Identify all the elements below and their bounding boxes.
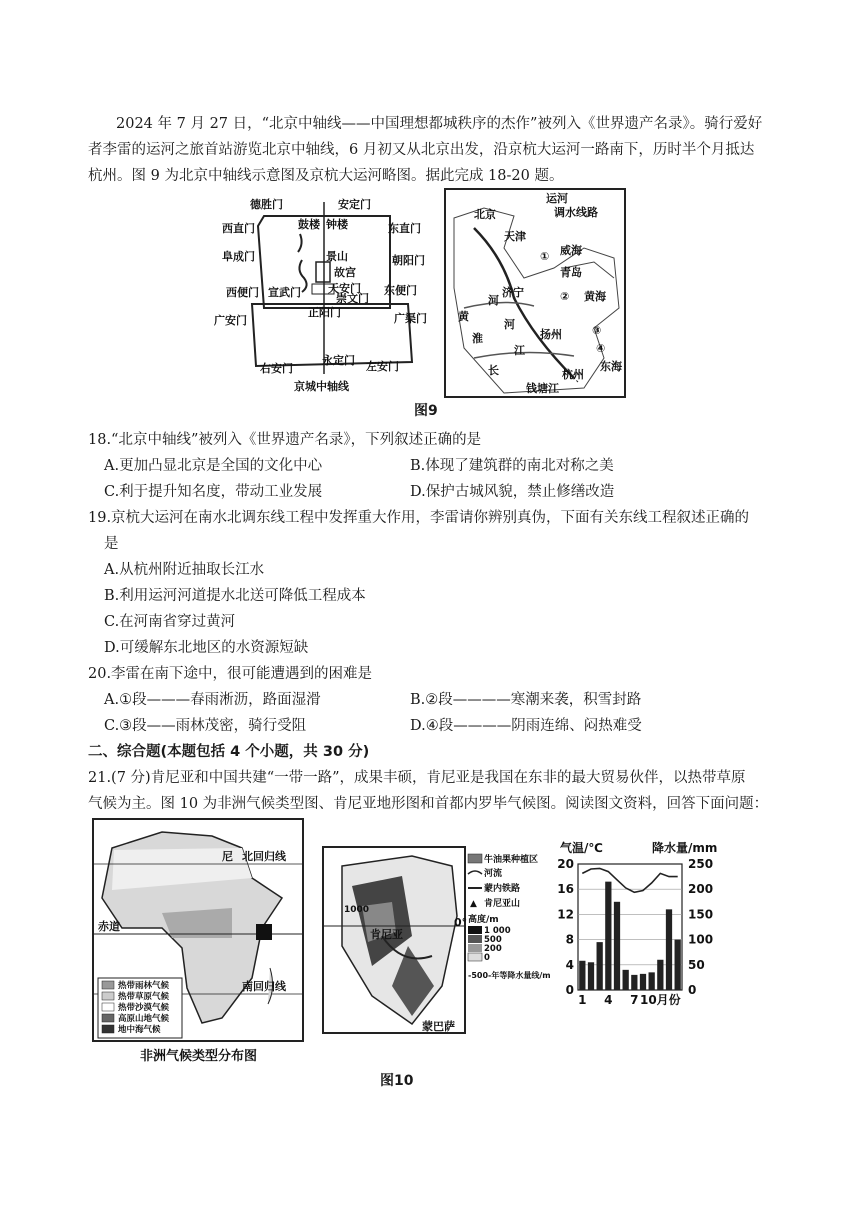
site-jingshan: 景山 [326,250,348,263]
gate-xizhimen: 西直门 [222,222,255,235]
intro-line-1: 2024 年 7 月 27 日，“北京中轴线——中国理想都城秩序的杰作”被列入《世界遗产名录》。骑行爱好 [116,116,763,132]
place-weihai: 威海 [560,244,582,257]
q19-stem: 19.京杭大运河在南水北调东线工程中发挥重大作用，李雷请你辨别真伪，下面有关东线工程叙述正确的 [88,510,750,526]
site-gugong: 故宫 [334,266,356,279]
y-right-tick-label: 50 [688,957,705,972]
q20-option-b: B.②段————寒潮来袭，积雪封路 [410,692,642,708]
kenya-legend-mountain: 肯尼亚山 [484,899,521,909]
river-huang: 黄 [458,310,469,323]
river-he-1: 河 [488,294,499,307]
precip-bar [666,909,672,990]
sea-huanghai: 黄海 [584,290,606,303]
precip-bar [614,902,620,990]
place-hangzhou: 杭州 [562,368,584,381]
kenya-elev-2: 500 [484,935,502,945]
marker-2: ② [560,290,570,303]
precip-bar [623,970,629,990]
place-jining: 济宁 [502,286,524,299]
river-jiang: 江 [514,344,525,357]
grand-canal-map [444,188,626,398]
section-2-heading: 二、综合题(本题包括 4 个小题，共 30 分) [88,744,370,760]
kenya-contour: 1000 [344,905,370,915]
gate-chaoyangmen: 朝阳门 [392,254,425,267]
gate-guanganmen: 广安门 [214,314,247,327]
kenya-elev-1: 1 000 [484,926,511,936]
svg-text:▲: ▲ [470,899,477,909]
precip-bar [605,882,611,990]
y-right-tick-label: 150 [688,907,714,922]
kenya-city-mombasa: 蒙巴萨 [422,1020,455,1033]
gate-zuoanmen: 左安门 [366,360,399,373]
beijing-axis-map [212,190,434,400]
x-tick-label: 10月份 [639,993,681,1007]
y-right-tick-label: 250 [688,857,714,871]
precip-bar [597,942,603,990]
axis-map-title: 京城中轴线 [294,380,349,393]
q19-option-b: B.利用运河河道提水北送可降低工程成本 [104,588,366,604]
marker-3: ③ [592,324,602,337]
q18-option-b: B.体现了建筑群的南北对称之美 [410,458,614,474]
kenya-elev-3: 200 [484,944,502,954]
precip-bar [649,972,655,990]
precip-bar [657,960,663,990]
kenya-elev-4: 0 [484,953,490,963]
river-qiantang: 钱塘江 [526,382,559,395]
y-right-tick-label: 0 [688,983,697,997]
africa-legend-5: 地中海气候 [118,1025,161,1035]
y-left-tick-label: 20 [557,857,574,871]
site-zhonglou: 钟楼 [326,218,348,231]
place-yangzhou: 扬州 [540,328,562,341]
precip-bar [675,940,681,990]
africa-legend-3: 热带沙漠气候 [118,1003,170,1013]
africa-tropic-n-label: 北回归线 [242,850,286,863]
river-huai: 淮 [472,332,483,345]
gate-fuchengmen: 阜成门 [222,250,255,263]
africa-equator-label: 赤道 [98,920,120,933]
kenya-name: 肯尼亚 [370,928,403,941]
africa-tropic-s-label: 南回归线 [242,980,286,993]
y-left-tick-label: 16 [557,882,574,897]
africa-legend-1: 热带雨林气候 [118,981,170,991]
q18-option-a: A.更加凸显北京是全国的文化中心 [104,458,323,474]
africa-legend-2: 热带草原气候 [118,992,170,1002]
legend-canal: 运河 [546,192,568,205]
river-he-2: 河 [504,318,515,331]
gate-xibianmen: 西便门 [226,286,259,299]
legend-transfer: 调水线路 [554,206,598,219]
precip-bar [640,974,646,990]
q19-option-c: C.在河南省穿过黄河 [104,614,236,630]
place-tianjin: 天津 [504,230,526,243]
y-left-tick-label: 12 [557,907,574,922]
africa-climate-map [92,818,304,1066]
gate-andingmen: 安定门 [338,198,371,211]
kenya-legend-river: 河流 [484,869,503,879]
q19-option-d: D.可缓解东北地区的水资源短缺 [104,640,309,656]
kenya-legend-railway: 蒙内铁路 [484,884,521,894]
gate-youanmen: 右安门 [260,362,293,375]
kenya-legend-avocado: 牛油果种植区 [484,855,539,865]
temperature-line [582,868,677,892]
q20-option-d: D.④段————阴雨连绵、闷热难受 [410,718,642,734]
site-tiananmen: 天安门 [328,282,361,295]
africa-kenya-mark: 尼 [222,850,233,863]
kenya-isohyet: -500-年等降水量线/m [468,971,551,980]
intro-line-3: 杭州。图 9 为北京中轴线示意图及京杭大运河略图。据此完成 18-20 题。 [88,168,564,184]
q21-line-2: 气候为主。图 10 为非洲气候类型图、肯尼亚地形图和首都内罗毕气候图。阅读图文资料，回答下面问题： [88,796,769,812]
q20-option-a: A.①段———春雨淅沥，路面湿滑 [104,692,321,708]
kenya-terrain-map [322,846,551,1036]
x-tick-label: 7 [630,993,639,1007]
y-left-tick-label: 8 [565,932,574,947]
q19-option-a: A.从杭州附近抽取长江水 [104,562,265,578]
q20-option-c: C.③段——雨林茂密，骑行受阻 [104,718,307,734]
africa-legend-4: 高原山地气候 [118,1014,170,1024]
site-zhengyangmen: 正阳门 [308,306,341,319]
q19-stem-cont: 是 [104,536,119,552]
q18-option-c: C.利于提升知名度，带动工业发展 [104,484,323,500]
x-tick-label: 4 [604,993,613,1007]
q21-line-1: 21.(7 分)肯尼亚和中国共建“一带一路”，成果丰硕，肯尼亚是我国在东非的最大贸易伙伴，以热带草原 [88,770,746,786]
chart-temp-label: 气温/℃ [560,841,603,855]
gate-yongdingmen: 永定门 [322,354,355,367]
africa-map-title: 非洲气候类型分布图 [140,1049,258,1064]
precip-bar [579,961,585,990]
x-tick-label: 1 [578,993,587,1007]
q20-stem: 20.李雷在南下途中，很可能遭遇到的困难是 [88,666,373,682]
y-right-tick-label: 100 [688,932,714,947]
river-chang: 长 [488,364,499,377]
precip-bar [588,962,594,990]
gate-dongbianmen: 东便门 [384,284,417,297]
kenya-equator: 0° [454,916,468,929]
gate-deshengmen: 德胜门 [250,198,283,211]
gate-dongzhimen: 东直门 [388,222,421,235]
y-left-tick-label: 4 [565,957,574,972]
q18-option-d: D.保护古城风貌，禁止修缮改造 [410,484,615,500]
marker-4: ④ [596,342,606,355]
gate-guangqumen: 广渠门 [394,312,427,325]
place-beijing: 北京 [474,208,496,221]
gate-xuanwumen: 宣武门 [268,286,301,299]
precip-bar [631,975,637,990]
africa-legend [98,978,182,1038]
y-right-tick-label: 200 [688,882,714,897]
sea-donghai: 东海 [600,360,622,373]
site-chongwenmen: 崇文门 [336,292,369,305]
q18-stem: 18.“北京中轴线”被列入《世界遗产名录》，下列叙述正确的是 [88,432,482,448]
y-left-tick-label: 0 [565,983,574,997]
fig9-caption: 图9 [414,403,438,419]
site-gulou: 鼓楼 [298,218,320,231]
nairobi-climate-chart [540,836,740,1006]
place-qingdao: 青岛 [560,266,582,279]
intro-line-2: 者李雷的运河之旅首站游览北京中轴线，6 月初又从北京出发，沿京杭大运河一路南下，历时半个月抵达 [88,142,755,158]
kenya-elev-title: 高度/m [468,915,499,925]
marker-1: ① [540,250,550,263]
fig10-caption: 图10 [380,1073,414,1089]
chart-precip-label: 降水量/mm [652,841,718,855]
